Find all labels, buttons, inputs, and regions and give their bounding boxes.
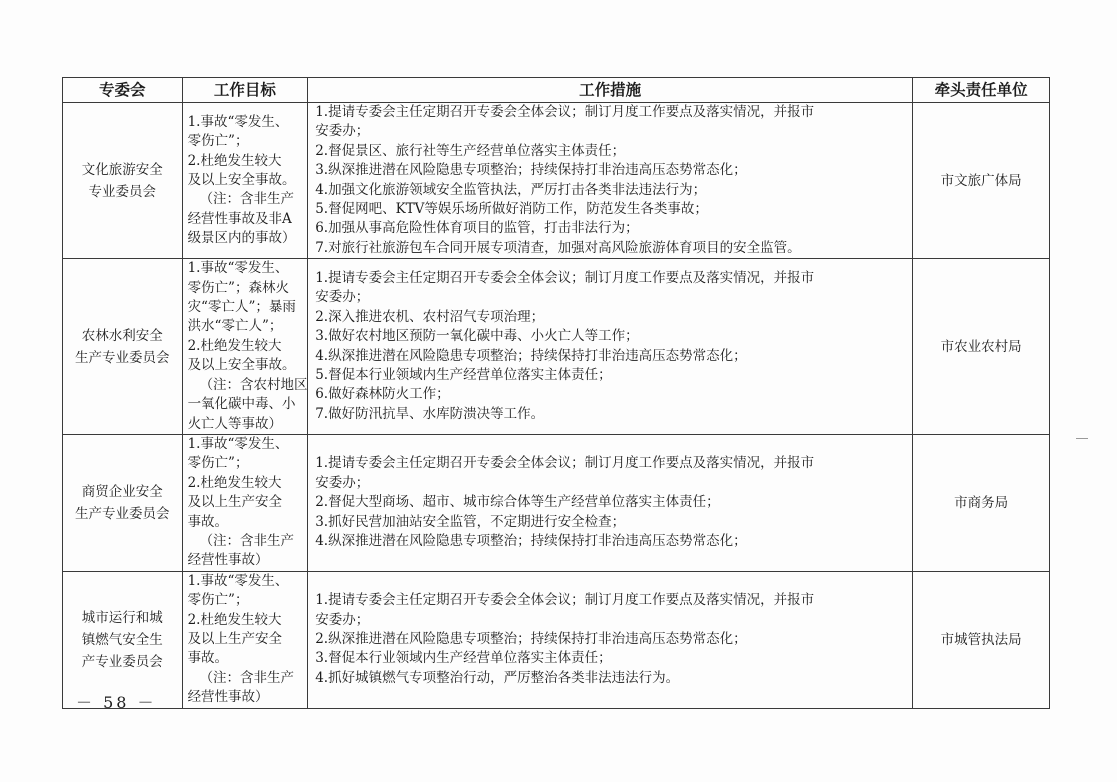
work-goal [182, 103, 308, 259]
work-measure-line: 7.做好防汛抗旱、水库防溃决等工作。 [315, 405, 545, 422]
work-measure-line: 安委办； [315, 123, 370, 140]
work-measures [308, 434, 913, 571]
work-goal-line: （注：含非生产 [199, 532, 295, 549]
work-goal-line: 灾“零亡人”；暴雨 [187, 299, 296, 316]
work-goal-line: 及以上安全事故。 [187, 357, 296, 374]
work-measure-line: 4.抓好城镇燃气专项整治行动，严厉整治各类非法违法行为。 [315, 669, 680, 686]
work-goal-line: 1.事故“零发生、 [187, 113, 289, 130]
responsible-unit: 市城管执法局 [913, 571, 1050, 708]
committee-name-line: 城市运行和城 [81, 609, 163, 626]
committee-table [62, 77, 1050, 709]
work-goal-line: 2.杜绝发生较大 [187, 474, 282, 491]
work-goal-line: 一氧化碳中毒、小 [187, 396, 296, 413]
table-row [63, 259, 1050, 435]
work-measure-line: 7.对旅行社旅游包车合同开展专项清查，加强对高风险旅游体育项目的安全监管。 [315, 239, 801, 256]
work-goal-line: 2.杜绝发生较大 [187, 611, 282, 628]
committee-name [63, 571, 183, 708]
header-measures: 工作措施 [308, 78, 913, 103]
work-goal-line: 2.杜绝发生较大 [187, 337, 282, 354]
responsible-unit: 市文旅广体局 [913, 103, 1050, 259]
committee-name-line: 农林水利安全 [81, 327, 163, 344]
committee-name [63, 259, 183, 435]
header-committee: 专委会 [63, 78, 183, 103]
header-unit: 牵头责任单位 [913, 78, 1050, 103]
work-measures [308, 259, 913, 435]
work-goal-line: （注：含非生产 [199, 669, 295, 686]
work-goal-line: 经营性事故） [187, 552, 269, 569]
work-measure-line: 1.提请专委会主任定期召开专委会全体会议；制订月度工作要点及落实情况，并报市 [315, 455, 815, 472]
committee-name-line: 专业委员会 [88, 183, 157, 200]
committee-name [63, 103, 183, 259]
work-goal-line: 事故。 [187, 513, 229, 530]
work-goal-line: 零伤亡”； [187, 455, 249, 472]
work-goal-line: （注：含农村地区 [199, 376, 308, 393]
work-measure-line: 2.纵深推进潜在风险隐患专项整治；持续保持打非治违高压态势常态化； [315, 630, 747, 647]
work-measure-line: 5.督促网吧、KTV等娱乐场所做好消防工作，防范发生各类事故； [315, 201, 708, 218]
work-measures [308, 571, 913, 708]
table-row [63, 103, 1050, 259]
work-goal [182, 571, 308, 708]
work-measure-line: 5.督促本行业领域内生产经营单位落实主体责任； [315, 366, 612, 383]
work-measure-line: 4.纵深推进潜在风险隐患专项整治；持续保持打非治违高压态势常态化； [315, 347, 747, 364]
committee-name-line: 生产专业委员会 [75, 505, 170, 522]
work-measure-line: 3.纵深推进潜在风险隐患专项整治；持续保持打非治违高压态势常态化； [315, 162, 747, 179]
margin-mark [1076, 438, 1088, 439]
work-measure-line: 6.做好森林防火工作； [315, 386, 450, 403]
work-measure-line: 1.提请专委会主任定期召开专委会全体会议；制订月度工作要点及落实情况，并报市 [315, 592, 815, 609]
work-goal-line: 洪水“零亡人”； [187, 318, 283, 335]
committee-name-line: 镇燃气安全生 [81, 631, 163, 648]
work-goal-line: 零伤亡”；森林火 [187, 279, 289, 296]
work-goal-line: 零伤亡”； [187, 133, 249, 150]
work-goal [182, 434, 308, 571]
work-goal-line: 零伤亡”； [187, 592, 249, 609]
work-goal-line: 1.事故“零发生、 [187, 572, 289, 589]
work-goal-line: 及以上生产安全 [187, 494, 283, 511]
work-goal [182, 259, 308, 435]
work-measure-line: 1.提请专委会主任定期召开专委会全体会议；制订月度工作要点及落实情况，并报市 [315, 269, 815, 286]
work-goal-line: 经营性事故及非A [187, 210, 292, 227]
work-goal-line: 1.事故“零发生、 [187, 260, 289, 277]
work-goal-line: 火亡人等事故） [187, 415, 283, 432]
work-goal-line: 经营性事故） [187, 689, 269, 706]
work-goal-line: 及以上生产安全 [187, 630, 283, 647]
committee-name-line: 文化旅游安全 [81, 161, 163, 178]
work-measure-line: 3.做好农村地区预防一氧化碳中毒、小火亡人等工作； [315, 328, 639, 345]
work-goal-line: 及以上安全事故。 [187, 171, 296, 188]
work-measure-line: 4.纵深推进潜在风险隐患专项整治；持续保持打非治违高压态势常态化； [315, 532, 747, 549]
work-measure-line: 3.抓好民营加油站安全监管，不定期进行安全检查； [315, 513, 626, 530]
work-measure-line: 安委办； [315, 474, 370, 491]
table-row [63, 571, 1050, 708]
committee-name-line: 生产专业委员会 [75, 349, 170, 366]
work-measure-line: 6.加强从事高危险性体育项目的监管，打击非法行为； [315, 220, 639, 237]
work-goal-line: （注：含非生产 [199, 191, 295, 208]
work-measure-line: 1.提请专委会主任定期召开专委会全体会议；制订月度工作要点及落实情况，并报市 [315, 104, 815, 120]
work-measure-line: 安委办； [315, 289, 370, 306]
table-header-row [63, 78, 1050, 103]
work-goal-line: 1.事故“零发生、 [187, 435, 289, 452]
work-goal-line: 2.杜绝发生较大 [187, 152, 282, 169]
responsible-unit: 市农业农村局 [913, 259, 1050, 435]
page-number: － 58 － [76, 693, 157, 712]
work-goal-line: 级景区内的事故） [187, 230, 296, 247]
work-measure-line: 2.督促景区、旅行社等生产经营单位落实主体责任； [315, 142, 626, 159]
committee-name-line: 商贸企业安全 [81, 483, 163, 500]
committee-name-line: 产专业委员会 [81, 653, 163, 670]
work-measure-line: 4.加强文化旅游领域安全监管执法，严厉打击各类非法违法行为； [315, 181, 707, 198]
work-measures [308, 103, 913, 259]
header-goal: 工作目标 [182, 78, 308, 103]
work-measure-line: 安委办； [315, 611, 370, 628]
work-measure-line: 2.深入推进农机、农村沼气专项治理； [315, 308, 545, 325]
work-measure-line: 3.督促本行业领域内生产经营单位落实主体责任； [315, 650, 612, 667]
committee-name [63, 434, 183, 571]
work-goal-line: 事故。 [187, 650, 229, 667]
table-row [63, 434, 1050, 571]
work-measure-line: 2.督促大型商场、超市、城市综合体等生产经营单位落实主体责任； [315, 494, 720, 511]
responsible-unit: 市商务局 [913, 434, 1050, 571]
